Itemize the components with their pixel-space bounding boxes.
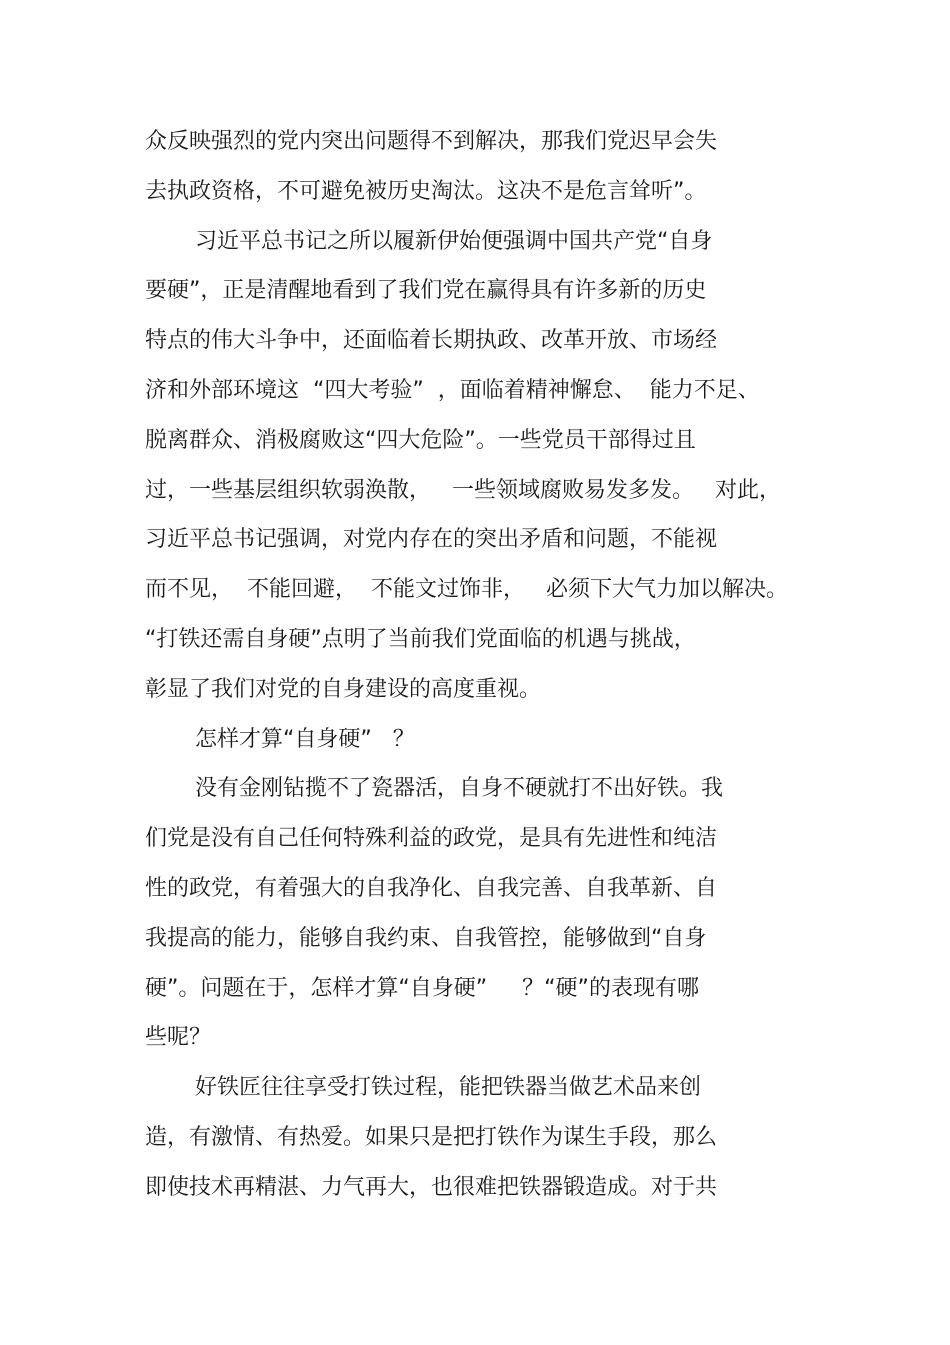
text-line: 脱离群众、消极腐败这“四大危险”。一些党员干部得过且 (145, 428, 696, 453)
text-line: 硬”。问题在于，怎样才算“自身硬” ？“硬”的表现有哪 (145, 976, 699, 1001)
text-line: 性的政党，有着强大的自我净化、自我完善、自我革新、自 (145, 876, 718, 901)
text-line: 要硬”，正是清醒地看到了我们党在赢得具有许多新的历史 (145, 278, 707, 303)
text-line: 众反映强烈的党内突出问题得不到解决，那我们党迟早会失 (145, 129, 718, 154)
text-line: 们党是没有自己任何特殊利益的政党，是具有先进性和纯洁 (145, 826, 718, 851)
paragraph-start-line: 好铁匠往往享受打铁过程，能把铁器当做艺术品来创 (195, 1075, 702, 1100)
text-line: “打铁还需自身硬”点明了当前我们党面临的机遇与挑战， (145, 627, 696, 652)
text-line: 造，有激情、有热爱。如果只是把打铁作为谋生手段，那么 (145, 1125, 718, 1150)
section-heading: 怎样才算“自身硬” ？ (195, 727, 415, 752)
text-line: 我提高的能力，能够自我约束、自我管控，能够做到“自身 (145, 926, 707, 951)
paragraph-start-line: 没有金刚钻揽不了瓷器活，自身不硬就打不出好铁。我 (195, 776, 724, 801)
text-line: 即使技术再精湛、力气再大，也很难把铁器锻造成。对于共 (145, 1175, 718, 1200)
text-line: 特点的伟大斗争中，还面临着长期执政、改革开放、市场经 (145, 328, 718, 353)
text-line: 习近平总书记强调，对党内存在的突出矛盾和问题，不能视 (145, 527, 718, 552)
text-line: 过，一些基层组织软弱涣散， 一些领域腐败易发多发。 对此， (145, 478, 781, 503)
text-line: 而不见， 不能回避， 不能文过饰非， 必须下大气力加以解决。 (145, 577, 788, 602)
text-line: 些呢？ (145, 1025, 212, 1050)
text-line: 彰显了我们对党的自身建设的高度重视。 (145, 677, 542, 702)
paragraph-start-line: 习近平总书记之所以履新伊始便强调中国共产党“自身 (195, 229, 713, 254)
text-line: 济和外部环境这 “四大考验” ，面临着精神懈怠、 能力不足、 (145, 378, 760, 403)
text-line: 去执政资格，不可避免被历史淘汰。这决不是危言耸听”。 (145, 179, 707, 204)
